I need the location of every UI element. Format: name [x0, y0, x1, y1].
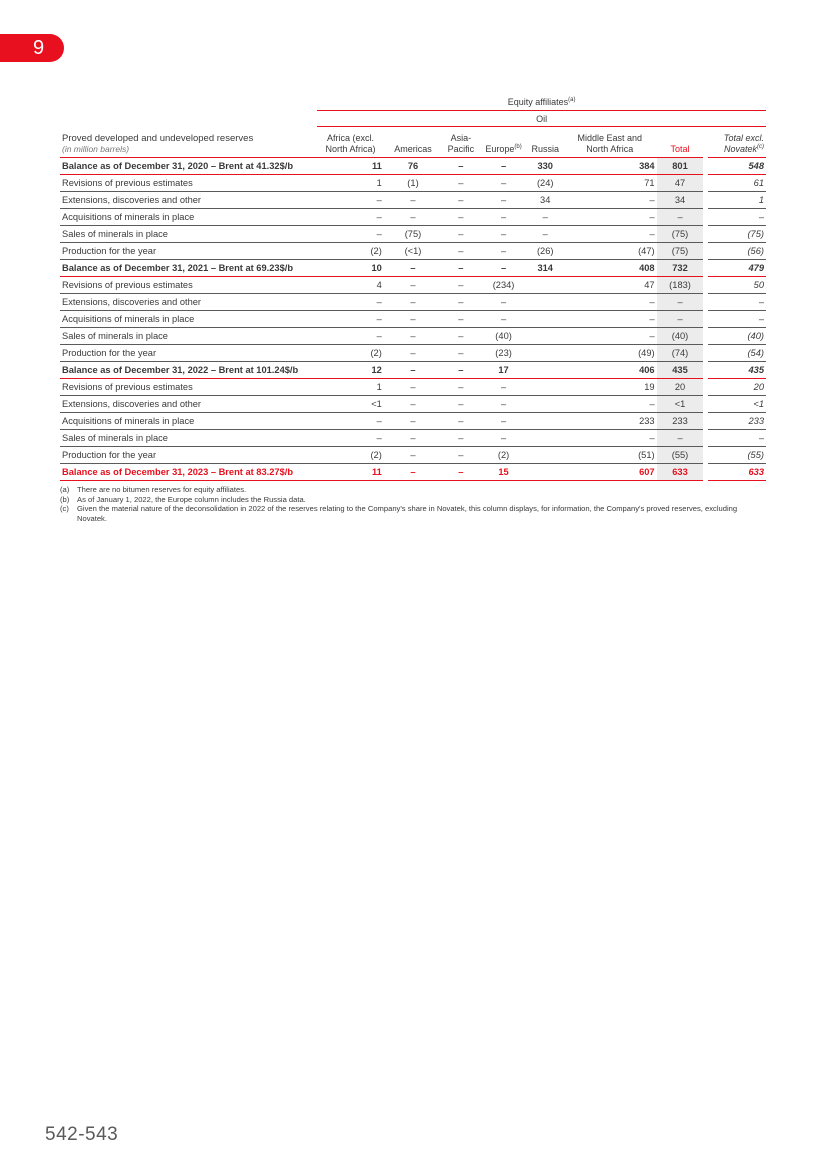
cell-total: (40) [657, 328, 704, 345]
table-row [60, 192, 766, 209]
cell-total-excl-novatek: (54) [708, 345, 766, 362]
cell-total: 34 [657, 192, 704, 209]
table-row [60, 345, 766, 362]
cell-middle-east: (47) [563, 243, 657, 260]
cell-asia-pacific: – [442, 175, 479, 192]
row-label: Acquisitions of minerals in place [60, 209, 317, 226]
cell-asia-pacific: – [442, 396, 479, 413]
table-row [60, 413, 766, 430]
cell-russia: (26) [528, 243, 563, 260]
cell-russia: 34 [528, 192, 563, 209]
cell-russia: – [528, 226, 563, 243]
cell-middle-east: – [563, 311, 657, 328]
cell-europe: – [480, 294, 528, 311]
cell-europe: (40) [480, 328, 528, 345]
cell-russia: 330 [528, 158, 563, 175]
cell-africa: – [317, 311, 384, 328]
cell-middle-east: 607 [563, 464, 657, 481]
cell-middle-east: – [563, 226, 657, 243]
cell-total-excl-novatek: – [708, 430, 766, 447]
cell-americas: – [384, 294, 442, 311]
cell-americas: – [384, 345, 442, 362]
cell-russia [528, 294, 563, 311]
cell-asia-pacific: – [442, 209, 479, 226]
cell-total: 732 [657, 260, 704, 277]
cell-asia-pacific: – [442, 294, 479, 311]
cell-africa: – [317, 192, 384, 209]
cell-middle-east: – [563, 209, 657, 226]
cell-americas: – [384, 447, 442, 464]
table-row [60, 243, 766, 260]
cell-africa: 1 [317, 379, 384, 396]
cell-americas: – [384, 328, 442, 345]
page-number: 9 [33, 37, 45, 59]
cell-americas: – [384, 396, 442, 413]
cell-total: – [657, 294, 704, 311]
cell-middle-east: 47 [563, 277, 657, 294]
cell-total: 435 [657, 362, 704, 379]
cell-total-excl-novatek: 1 [708, 192, 766, 209]
cell-middle-east: – [563, 396, 657, 413]
cell-total-excl-novatek: – [708, 311, 766, 328]
row-label: Production for the year [60, 447, 317, 464]
cell-africa: 11 [317, 158, 384, 175]
cell-asia-pacific: – [442, 447, 479, 464]
cell-africa: – [317, 413, 384, 430]
cell-africa: 1 [317, 175, 384, 192]
cell-asia-pacific: – [442, 345, 479, 362]
cell-middle-east: 233 [563, 413, 657, 430]
row-label: Extensions, discoveries and other [60, 396, 317, 413]
cell-middle-east: – [563, 328, 657, 345]
cell-total: – [657, 311, 704, 328]
cell-russia [528, 311, 563, 328]
table-body [60, 158, 766, 481]
cell-africa: 10 [317, 260, 384, 277]
cell-middle-east: (49) [563, 345, 657, 362]
cell-russia [528, 379, 563, 396]
cell-asia-pacific: – [442, 277, 479, 294]
footnote: (a) There are no bitumen reserves for equity affiliates. [60, 485, 247, 494]
cell-total: (75) [657, 243, 704, 260]
cell-europe: – [480, 413, 528, 430]
cell-total: (55) [657, 447, 704, 464]
cell-americas: – [384, 311, 442, 328]
cell-middle-east: (51) [563, 447, 657, 464]
cell-total-excl-novatek: (40) [708, 328, 766, 345]
cell-asia-pacific: – [442, 430, 479, 447]
cell-middle-east: 408 [563, 260, 657, 277]
cell-africa: – [317, 294, 384, 311]
cell-total-excl-novatek: <1 [708, 396, 766, 413]
cell-russia [528, 345, 563, 362]
table-title: Proved developed and undeveloped reserves (in million barrels) [60, 127, 317, 158]
cell-africa: (2) [317, 447, 384, 464]
cell-asia-pacific: – [442, 413, 479, 430]
cell-asia-pacific: – [442, 311, 479, 328]
col-americas: Americas [384, 127, 442, 158]
row-label: Revisions of previous estimates [60, 379, 317, 396]
cell-europe: (23) [480, 345, 528, 362]
cell-russia [528, 362, 563, 379]
footnotes [60, 485, 766, 523]
reserves-table [60, 94, 766, 481]
cell-middle-east: 71 [563, 175, 657, 192]
cell-russia [528, 430, 563, 447]
cell-total-excl-novatek: (56) [708, 243, 766, 260]
cell-europe: – [480, 226, 528, 243]
cell-russia [528, 464, 563, 481]
cell-total: – [657, 209, 704, 226]
row-label: Revisions of previous estimates [60, 175, 317, 192]
row-label: Extensions, discoveries and other [60, 192, 317, 209]
table-row [60, 175, 766, 192]
row-label: Revisions of previous estimates [60, 277, 317, 294]
cell-europe: 15 [480, 464, 528, 481]
row-label: Sales of minerals in place [60, 226, 317, 243]
cell-americas: – [384, 260, 442, 277]
cell-asia-pacific: – [442, 158, 479, 175]
cell-total-excl-novatek: 233 [708, 413, 766, 430]
cell-russia [528, 277, 563, 294]
cell-europe: (234) [480, 277, 528, 294]
row-label: Balance as of December 31, 2023 – Brent at 83.27$/b [60, 464, 317, 481]
cell-europe: – [480, 379, 528, 396]
cell-russia: 314 [528, 260, 563, 277]
row-label: Sales of minerals in place [60, 328, 317, 345]
row-label: Balance as of December 31, 2020 – Brent at 41.32$/b [60, 158, 317, 175]
table-row [60, 277, 766, 294]
cell-americas: – [384, 362, 442, 379]
cell-middle-east: 19 [563, 379, 657, 396]
cell-asia-pacific: – [442, 243, 479, 260]
column-header-row [60, 127, 766, 158]
cell-europe: – [480, 396, 528, 413]
cell-total-excl-novatek: 61 [708, 175, 766, 192]
row-label: Acquisitions of minerals in place [60, 413, 317, 430]
cell-total: (75) [657, 226, 704, 243]
cell-middle-east: – [563, 430, 657, 447]
cell-total-excl-novatek: 548 [708, 158, 766, 175]
col-middle-east: Middle East and North Africa [563, 127, 657, 158]
cell-russia [528, 413, 563, 430]
cell-total: 633 [657, 464, 704, 481]
cell-africa: – [317, 430, 384, 447]
cell-americas: – [384, 379, 442, 396]
table-row [60, 226, 766, 243]
row-label: Balance as of December 31, 2021 – Brent at 69.23$/b [60, 260, 317, 277]
cell-total-excl-novatek: 633 [708, 464, 766, 481]
cell-europe: – [480, 243, 528, 260]
cell-africa: (2) [317, 243, 384, 260]
cell-middle-east: 406 [563, 362, 657, 379]
cell-americas: (<1) [384, 243, 442, 260]
cell-middle-east: – [563, 192, 657, 209]
col-total-excl-novatek: Total excl. Novatek$^{(c)}$ [708, 127, 766, 158]
cell-total: (74) [657, 345, 704, 362]
table-row [60, 260, 766, 277]
cell-europe: – [480, 430, 528, 447]
cell-total: 20 [657, 379, 704, 396]
cell-asia-pacific: – [442, 379, 479, 396]
cell-europe: – [480, 158, 528, 175]
cell-total-excl-novatek: 50 [708, 277, 766, 294]
table-row [60, 328, 766, 345]
row-label: Production for the year [60, 345, 317, 362]
cell-americas: – [384, 209, 442, 226]
table-row [60, 209, 766, 226]
row-label: Balance as of December 31, 2022 – Brent at 101.24$/b [60, 362, 317, 379]
cell-russia: (24) [528, 175, 563, 192]
footnote: (c) Given the material nature of the deconsolidation in 2022 of the reserves relating to the Company's share in Novatek, this column displays, for information, the Company's proved reserves, excluding Novatek. [60, 504, 738, 523]
footnote: (b) As of January 1, 2022, the Europe column includes the Russia data. [60, 494, 306, 504]
cell-total-excl-novatek: (75) [708, 226, 766, 243]
table-row [60, 430, 766, 447]
cell-europe: – [480, 209, 528, 226]
page-tab [0, 34, 64, 62]
table-row [60, 362, 766, 379]
cell-asia-pacific: – [442, 192, 479, 209]
cell-middle-east: 384 [563, 158, 657, 175]
cell-russia [528, 328, 563, 345]
cell-americas: – [384, 277, 442, 294]
cell-americas: – [384, 430, 442, 447]
cell-europe: – [480, 311, 528, 328]
cell-asia-pacific: – [442, 328, 479, 345]
cell-americas: – [384, 464, 442, 481]
cell-russia: – [528, 209, 563, 226]
cell-africa: – [317, 328, 384, 345]
cell-total: (183) [657, 277, 704, 294]
table-row [60, 447, 766, 464]
footer-page-range: 542-543 [45, 1124, 119, 1145]
cell-europe: (2) [480, 447, 528, 464]
cell-americas: – [384, 192, 442, 209]
cell-total: – [657, 430, 704, 447]
cell-africa: 11 [317, 464, 384, 481]
cell-asia-pacific: – [442, 464, 479, 481]
cell-africa: 12 [317, 362, 384, 379]
cell-total-excl-novatek: 479 [708, 260, 766, 277]
col-asia-pacific: Asia- Pacific [442, 127, 479, 158]
cell-asia-pacific: – [442, 362, 479, 379]
cell-americas: (75) [384, 226, 442, 243]
cell-middle-east: – [563, 294, 657, 311]
col-africa: Africa (excl. North Africa) [317, 127, 384, 158]
cell-americas: – [384, 413, 442, 430]
cell-americas: 76 [384, 158, 442, 175]
subgroup-header: Oil [317, 111, 766, 127]
table-row [60, 379, 766, 396]
cell-europe: – [480, 175, 528, 192]
row-label: Extensions, discoveries and other [60, 294, 317, 311]
cell-asia-pacific: – [442, 260, 479, 277]
cell-africa: – [317, 209, 384, 226]
cell-europe: – [480, 192, 528, 209]
cell-total: <1 [657, 396, 704, 413]
col-europe: Europe$^{(b)}$ [480, 127, 528, 158]
cell-total-excl-novatek: 435 [708, 362, 766, 379]
cell-russia [528, 396, 563, 413]
cell-total-excl-novatek: – [708, 209, 766, 226]
table-row [60, 294, 766, 311]
cell-europe: 17 [480, 362, 528, 379]
cell-asia-pacific: – [442, 226, 479, 243]
cell-americas: (1) [384, 175, 442, 192]
table-row [60, 464, 766, 481]
cell-russia [528, 447, 563, 464]
row-label: Sales of minerals in place [60, 430, 317, 447]
cell-total: 47 [657, 175, 704, 192]
cell-europe: – [480, 260, 528, 277]
cell-total: 233 [657, 413, 704, 430]
cell-africa: 4 [317, 277, 384, 294]
cell-africa: (2) [317, 345, 384, 362]
row-label: Acquisitions of minerals in place [60, 311, 317, 328]
col-russia: Russia [528, 127, 563, 158]
group-header: Equity affiliates$^{(a)}$ [317, 94, 766, 111]
table-row [60, 158, 766, 175]
row-label: Production for the year [60, 243, 317, 260]
cell-total-excl-novatek: – [708, 294, 766, 311]
cell-africa: <1 [317, 396, 384, 413]
cell-total-excl-novatek: (55) [708, 447, 766, 464]
table-row [60, 396, 766, 413]
table-row [60, 311, 766, 328]
col-total: Total [657, 127, 704, 158]
cell-total: 801 [657, 158, 704, 175]
cell-total-excl-novatek: 20 [708, 379, 766, 396]
cell-africa: – [317, 226, 384, 243]
